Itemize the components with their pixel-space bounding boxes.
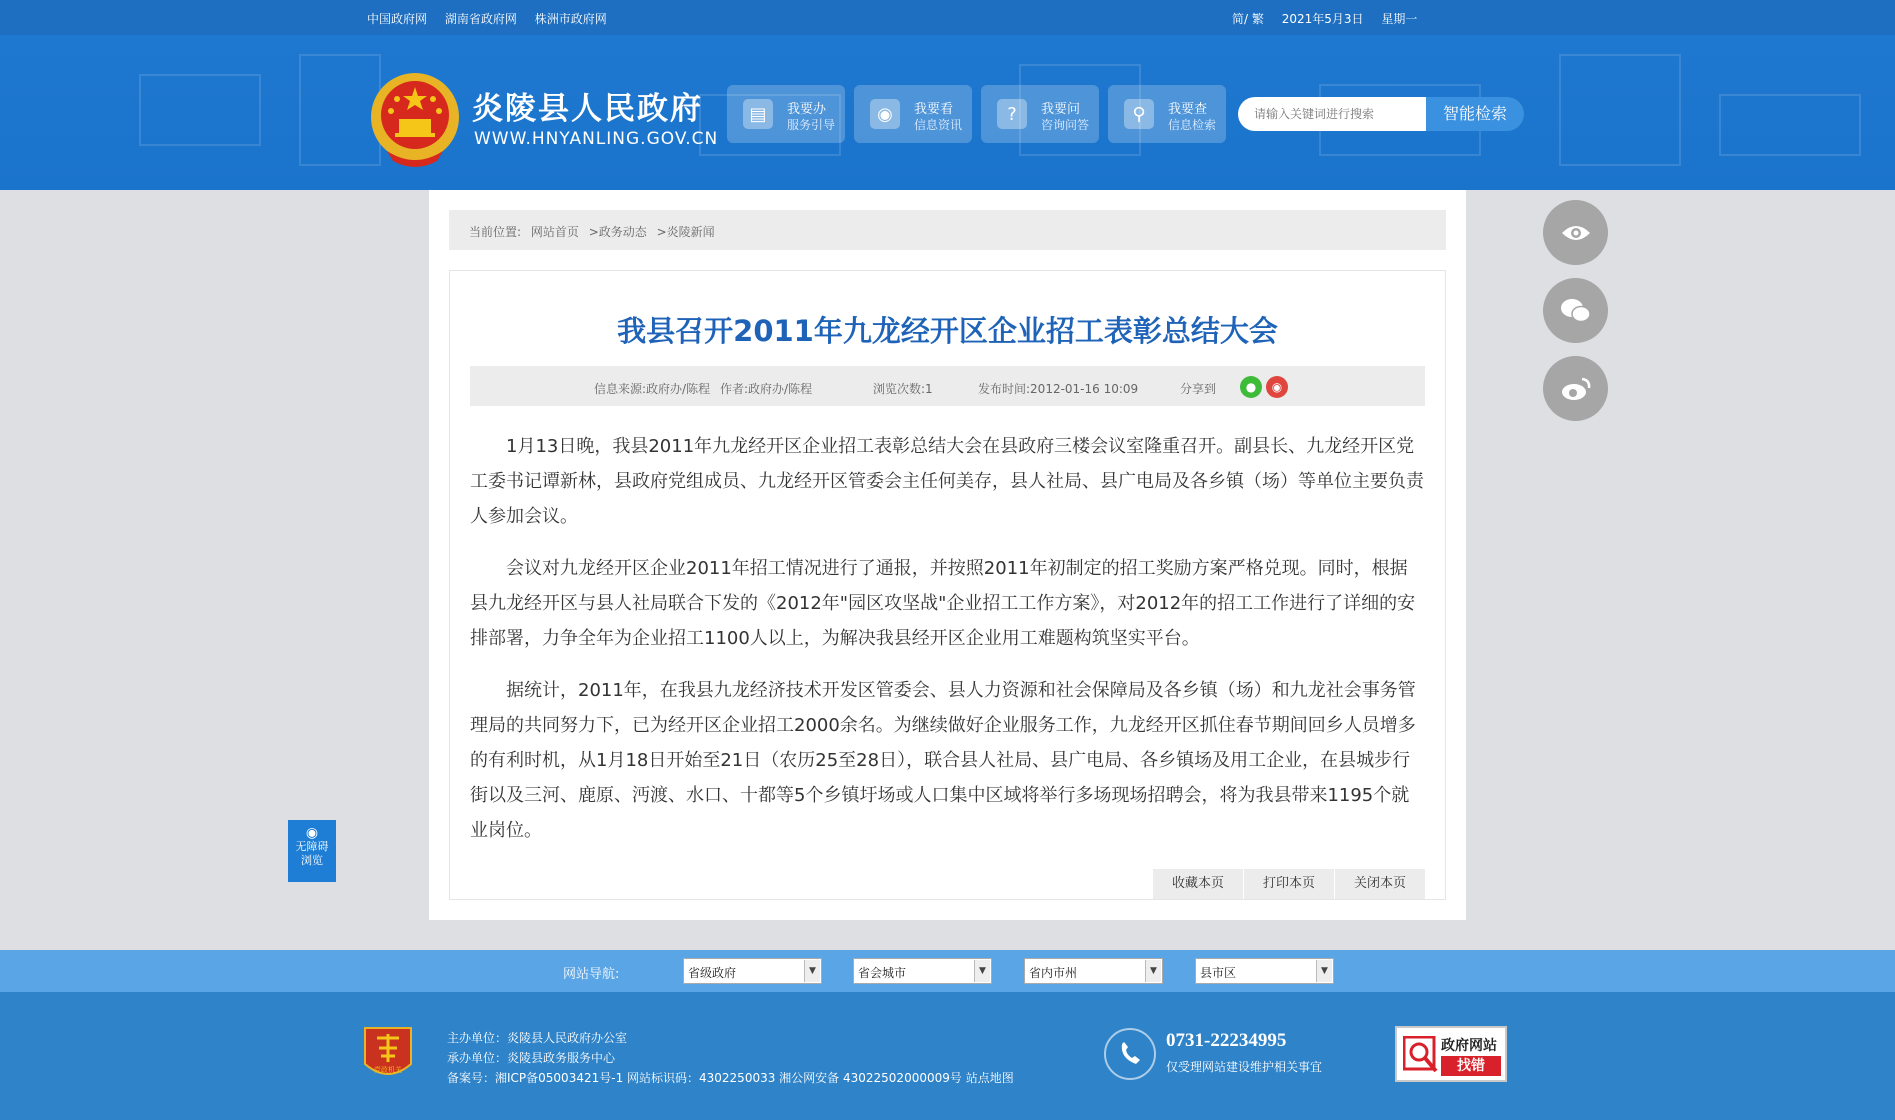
phone-icon (1104, 1028, 1156, 1080)
article-paragraph: 1月13日晚，我县2011年九龙经开区企业招工表彰总结大会在县政府三楼会议室隆重召开。副县长、九龙经开区党工委书记谭新林，县政府党组成员、九龙经开区管委会主任何美存，县人社局、县广电局及各乡镇（场）等单位主要负责人参加会议。 (470, 436, 1424, 527)
party-logo-label: 党政机关 (374, 1066, 402, 1074)
share-label: 分享到 (1180, 382, 1217, 396)
meta-published: 发布时间:2012-01-16 10:09 (978, 382, 1139, 396)
report-error-button[interactable] (1395, 1026, 1507, 1082)
weibo-share-icon[interactable]: ◉ (1266, 376, 1288, 398)
select-value: 县市区 (1200, 966, 1237, 980)
float-weibo-button[interactable] (1543, 356, 1608, 421)
top-link-gov[interactable]: 中国政府网 (367, 12, 428, 26)
service-banli-button[interactable] (727, 85, 845, 143)
service-label: 我要问 (1041, 102, 1081, 117)
service-sublabel: 服务引导 (787, 118, 836, 132)
footer-record: 备案号：湘ICP备05003421号-1 网站标识码：4302250033 湘公网安备 43022502000009号 站点地图 (447, 1071, 1014, 1085)
select-prefecture[interactable] (1024, 958, 1163, 984)
site-nav-label: 网站导航: (563, 967, 620, 982)
service-sublabel: 咨询问答 (1041, 118, 1090, 132)
select-provincial-gov[interactable] (683, 958, 822, 984)
service-sublabel: 信息资讯 (914, 118, 963, 132)
national-emblem-icon (367, 69, 463, 171)
chevron-down-icon: ▼ (1145, 960, 1161, 982)
top-link-hunan[interactable]: 湖南省政府网 (444, 12, 517, 26)
service-cha-button[interactable] (1108, 85, 1226, 143)
meta-views: 浏览次数:1 (873, 382, 933, 396)
report-error-title: 政府网站 (1441, 1038, 1497, 1054)
print-page-button[interactable]: 打印本页 (1244, 869, 1334, 899)
site-title: 炎陵县人民政府 (472, 91, 703, 127)
party-government-logo[interactable] (361, 1022, 415, 1084)
footer-info (447, 1028, 1014, 1088)
service-label: 我要办 (787, 102, 827, 117)
service-label: 我要看 (914, 102, 954, 117)
question-icon: ? (997, 99, 1027, 129)
float-wechat-button[interactable] (1543, 278, 1608, 343)
breadcrumb-label: 当前位置: (469, 225, 522, 239)
article-paragraph: 会议对九龙经开区企业2011年招工情况进行了通报，并按照2011年初制定的招工奖励方案严格兑现。同时，根据县九龙经开区与县人社局联合下发的《2012年"园区攻坚战"企业招工工作方案》，对2012年的招工工作进行了详细的安排部署，力争全年为企业招工1100人以上，为解决我县经开区企业用工难题构筑坚实平台。 (470, 558, 1416, 649)
language-switch[interactable]: 简/ 繁 (1232, 12, 1264, 26)
article-meta (470, 366, 1425, 406)
close-page-button[interactable]: 关闭本页 (1335, 869, 1425, 899)
service-sublabel: 信息检索 (1168, 118, 1217, 132)
top-bar (0, 0, 1895, 35)
breadcrumb-home[interactable]: 网站首页 (530, 225, 579, 239)
search-input[interactable] (1238, 97, 1426, 131)
bookmark-page-button[interactable]: 收藏本页 (1153, 869, 1243, 899)
wechat-icon (1560, 297, 1592, 325)
select-county[interactable] (1195, 958, 1334, 984)
article-title: 我县召开2011年九龙经开区企业招工表彰总结大会 (617, 314, 1278, 348)
footer-operator: 承办单位：炎陵县政务服务中心 (447, 1051, 616, 1065)
top-links (367, 10, 621, 27)
select-value: 省会城市 (858, 966, 907, 980)
current-weekday: 星期一 (1381, 12, 1418, 26)
select-capital-city[interactable] (853, 958, 992, 984)
select-value: 省级政府 (688, 966, 737, 980)
accessibility-label: 无障碍 (295, 840, 329, 853)
article (449, 270, 1446, 900)
breadcrumb-local-news[interactable]: >炎陵新闻 (656, 225, 715, 239)
service-wen-button[interactable] (981, 85, 1099, 143)
eye-icon (1560, 223, 1592, 243)
service-label: 我要查 (1168, 102, 1208, 117)
accessibility-button[interactable] (288, 820, 336, 882)
top-link-zhuzhou[interactable]: 株洲市政府网 (534, 12, 607, 26)
chevron-down-icon: ▼ (804, 960, 820, 982)
magnifier-icon (1403, 1036, 1439, 1074)
eye-icon: ◉ (305, 825, 319, 841)
breadcrumb (449, 210, 1446, 250)
search-icon: ⚲ (1124, 99, 1154, 129)
current-date: 2021年5月3日 (1281, 12, 1364, 26)
document-icon: ▤ (743, 99, 773, 129)
main-panel (429, 190, 1466, 920)
wechat-share-icon[interactable]: ● (1240, 376, 1262, 398)
breadcrumb-news-section[interactable]: >政务动态 (588, 225, 647, 239)
chevron-down-icon: ▼ (974, 960, 990, 982)
select-value: 省内市州 (1029, 966, 1078, 980)
site-domain: WWW.HNYANLING.GOV.CN (474, 129, 719, 149)
chevron-down-icon: ▼ (1316, 960, 1332, 982)
hotline-note: 仅受理网站建设维护相关事宜 (1166, 1060, 1323, 1074)
article-body (470, 429, 1425, 865)
hotline-number: 0731-22234995 (1166, 1030, 1287, 1051)
site-navigation (0, 950, 1895, 992)
meta-source: 信息来源:政府办/陈程 (594, 382, 711, 396)
top-right-info (1232, 10, 1431, 27)
weibo-icon (1560, 375, 1592, 403)
report-error-label: 找错 (1441, 1056, 1501, 1076)
service-kan-button[interactable] (854, 85, 972, 143)
site-footer (0, 992, 1895, 1120)
footer-host: 主办单位：炎陵县人民政府办公室 (447, 1031, 628, 1045)
site-header (0, 35, 1895, 190)
article-actions (1152, 869, 1425, 899)
search-button[interactable]: 智能检索 (1426, 97, 1524, 131)
accessibility-sublabel: 浏览 (301, 854, 323, 867)
float-eye-button[interactable] (1543, 200, 1608, 265)
eye-icon: ◉ (870, 99, 900, 129)
meta-author: 作者:政府办/陈程 (720, 382, 813, 396)
article-paragraph: 据统计，2011年，在我县九龙经济技术开发区管委会、县人力资源和社会保障局及各乡镇（场）和九龙社会事务管理局的共同努力下，已为经开区企业招工2000余名。为继续做好企业服务工作，九龙经开区抓住春节期间回乡人员增多的有利时机，从1月18日开始至21日（农历25至28日），联合县人社局、县广电局、各乡镇场及用工企业，在县城步行街以及三河、鹿原、沔渡、水口、十都等5个乡镇圩场或人口集中区域将举行多场现场招聘会，将为我县带来1195个就业岗位。 (470, 680, 1416, 841)
